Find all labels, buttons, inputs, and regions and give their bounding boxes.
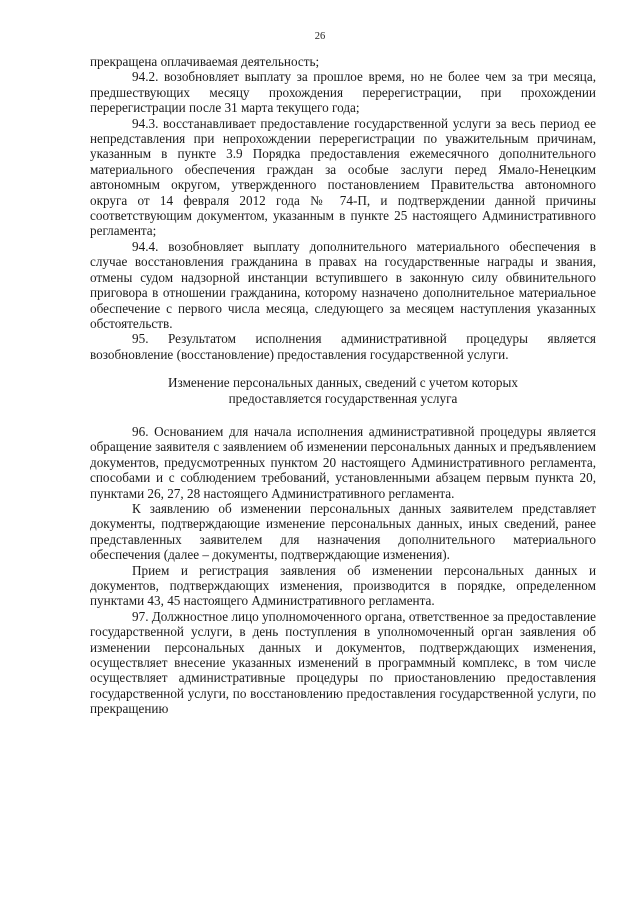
paragraph-95: 95. Результатом исполнения административной процедуры является возобновление (восстановление) предоставления государственной услуги. xyxy=(90,331,596,362)
paragraph-94-4: 94.4. возобновляет выплату дополнительного материального обеспечения в случае восстановления гражданина в правах на государственные награды и звания, отмены судом надзорной инстанции вступившего в законную силу обвинительного приговора в отношении гражданина, которому назначено дополнительное материальное обеспечение с первого числа месяца, следующего за месяцем наступления указанных обстоятельств. xyxy=(90,238,596,331)
paragraph-94-2: 94.2. возобновляет выплату за прошлое время, но не более чем за три месяца, предшествующих месяцу прохождения перерегистрации, при прохождении перерегистрации после 31 марта текущего года; xyxy=(90,69,596,116)
paragraph-continuation: прекращена оплачиваемая деятельность; xyxy=(90,54,320,69)
paragraph-registration: Прием и регистрация заявления об изменении персональных данных и документов, подтверждающих изменения, производится в порядке, определенном пунктами 43, 45 настоящего Административного регламента. xyxy=(90,562,596,609)
page-number: 26 xyxy=(314,31,326,42)
section-heading xyxy=(90,375,596,406)
section-heading-line-2: предоставляется государственная услуга xyxy=(228,390,458,406)
paragraph-97: 97. Должностное лицо уполномоченного органа, ответственное за предоставление государственной услуги, в день поступления в уполномоченный орган заявления об изменении персональных данных и документов, подтверждающих изменения, осуществляет внесение указанных изменений в программный комплекс, в том числе осуществляет административные процедуры по приостановлению предоставления государственной услуги, по восстановлению предоставления государственной услуги, по прекращению xyxy=(90,608,596,717)
paragraph-94-3: 94.3. восстанавливает предоставление государственной услуги за весь период ее непредставления при непрохождении перерегистрации по уважительным причинам, указанным в пункте 3.9 Порядка предоставления ежемесячного дополнительного материального обеспечения граждан за особые заслуги перед Ямало-Ненецким автономным округом, утвержденного постановлением Правительства автономного округа от 14 февраля 2012 года № 74-П, и подтверждении данной причины соответствующим документом, указанным в пункте 25 настоящего Административного регламента; xyxy=(90,115,596,239)
paragraph-documents: К заявлению об изменении персональных данных заявителем представляет документы, подтверждающие изменение персональных данных, иных сведений, ранее представленных заявителем для назначения дополнительного материального обеспечения (далее – документы, подтверждающие изменения). xyxy=(90,500,596,563)
paragraph-96: 96. Основанием для начала исполнения административной процедуры является обращение заявителя с заявлением об изменении персональных данных и предъявлением документов, предусмотренных пунктом 20 настоящего Административного регламента, способами и с соблюдением требований, установленными абзацем первым пункта 20, пунктами 26, 27, 28 настоящего Административного регламента. xyxy=(90,423,596,501)
document-body xyxy=(90,54,596,717)
section-heading-line-1: Изменение персональных данных, сведений с учетом которых xyxy=(168,375,518,391)
